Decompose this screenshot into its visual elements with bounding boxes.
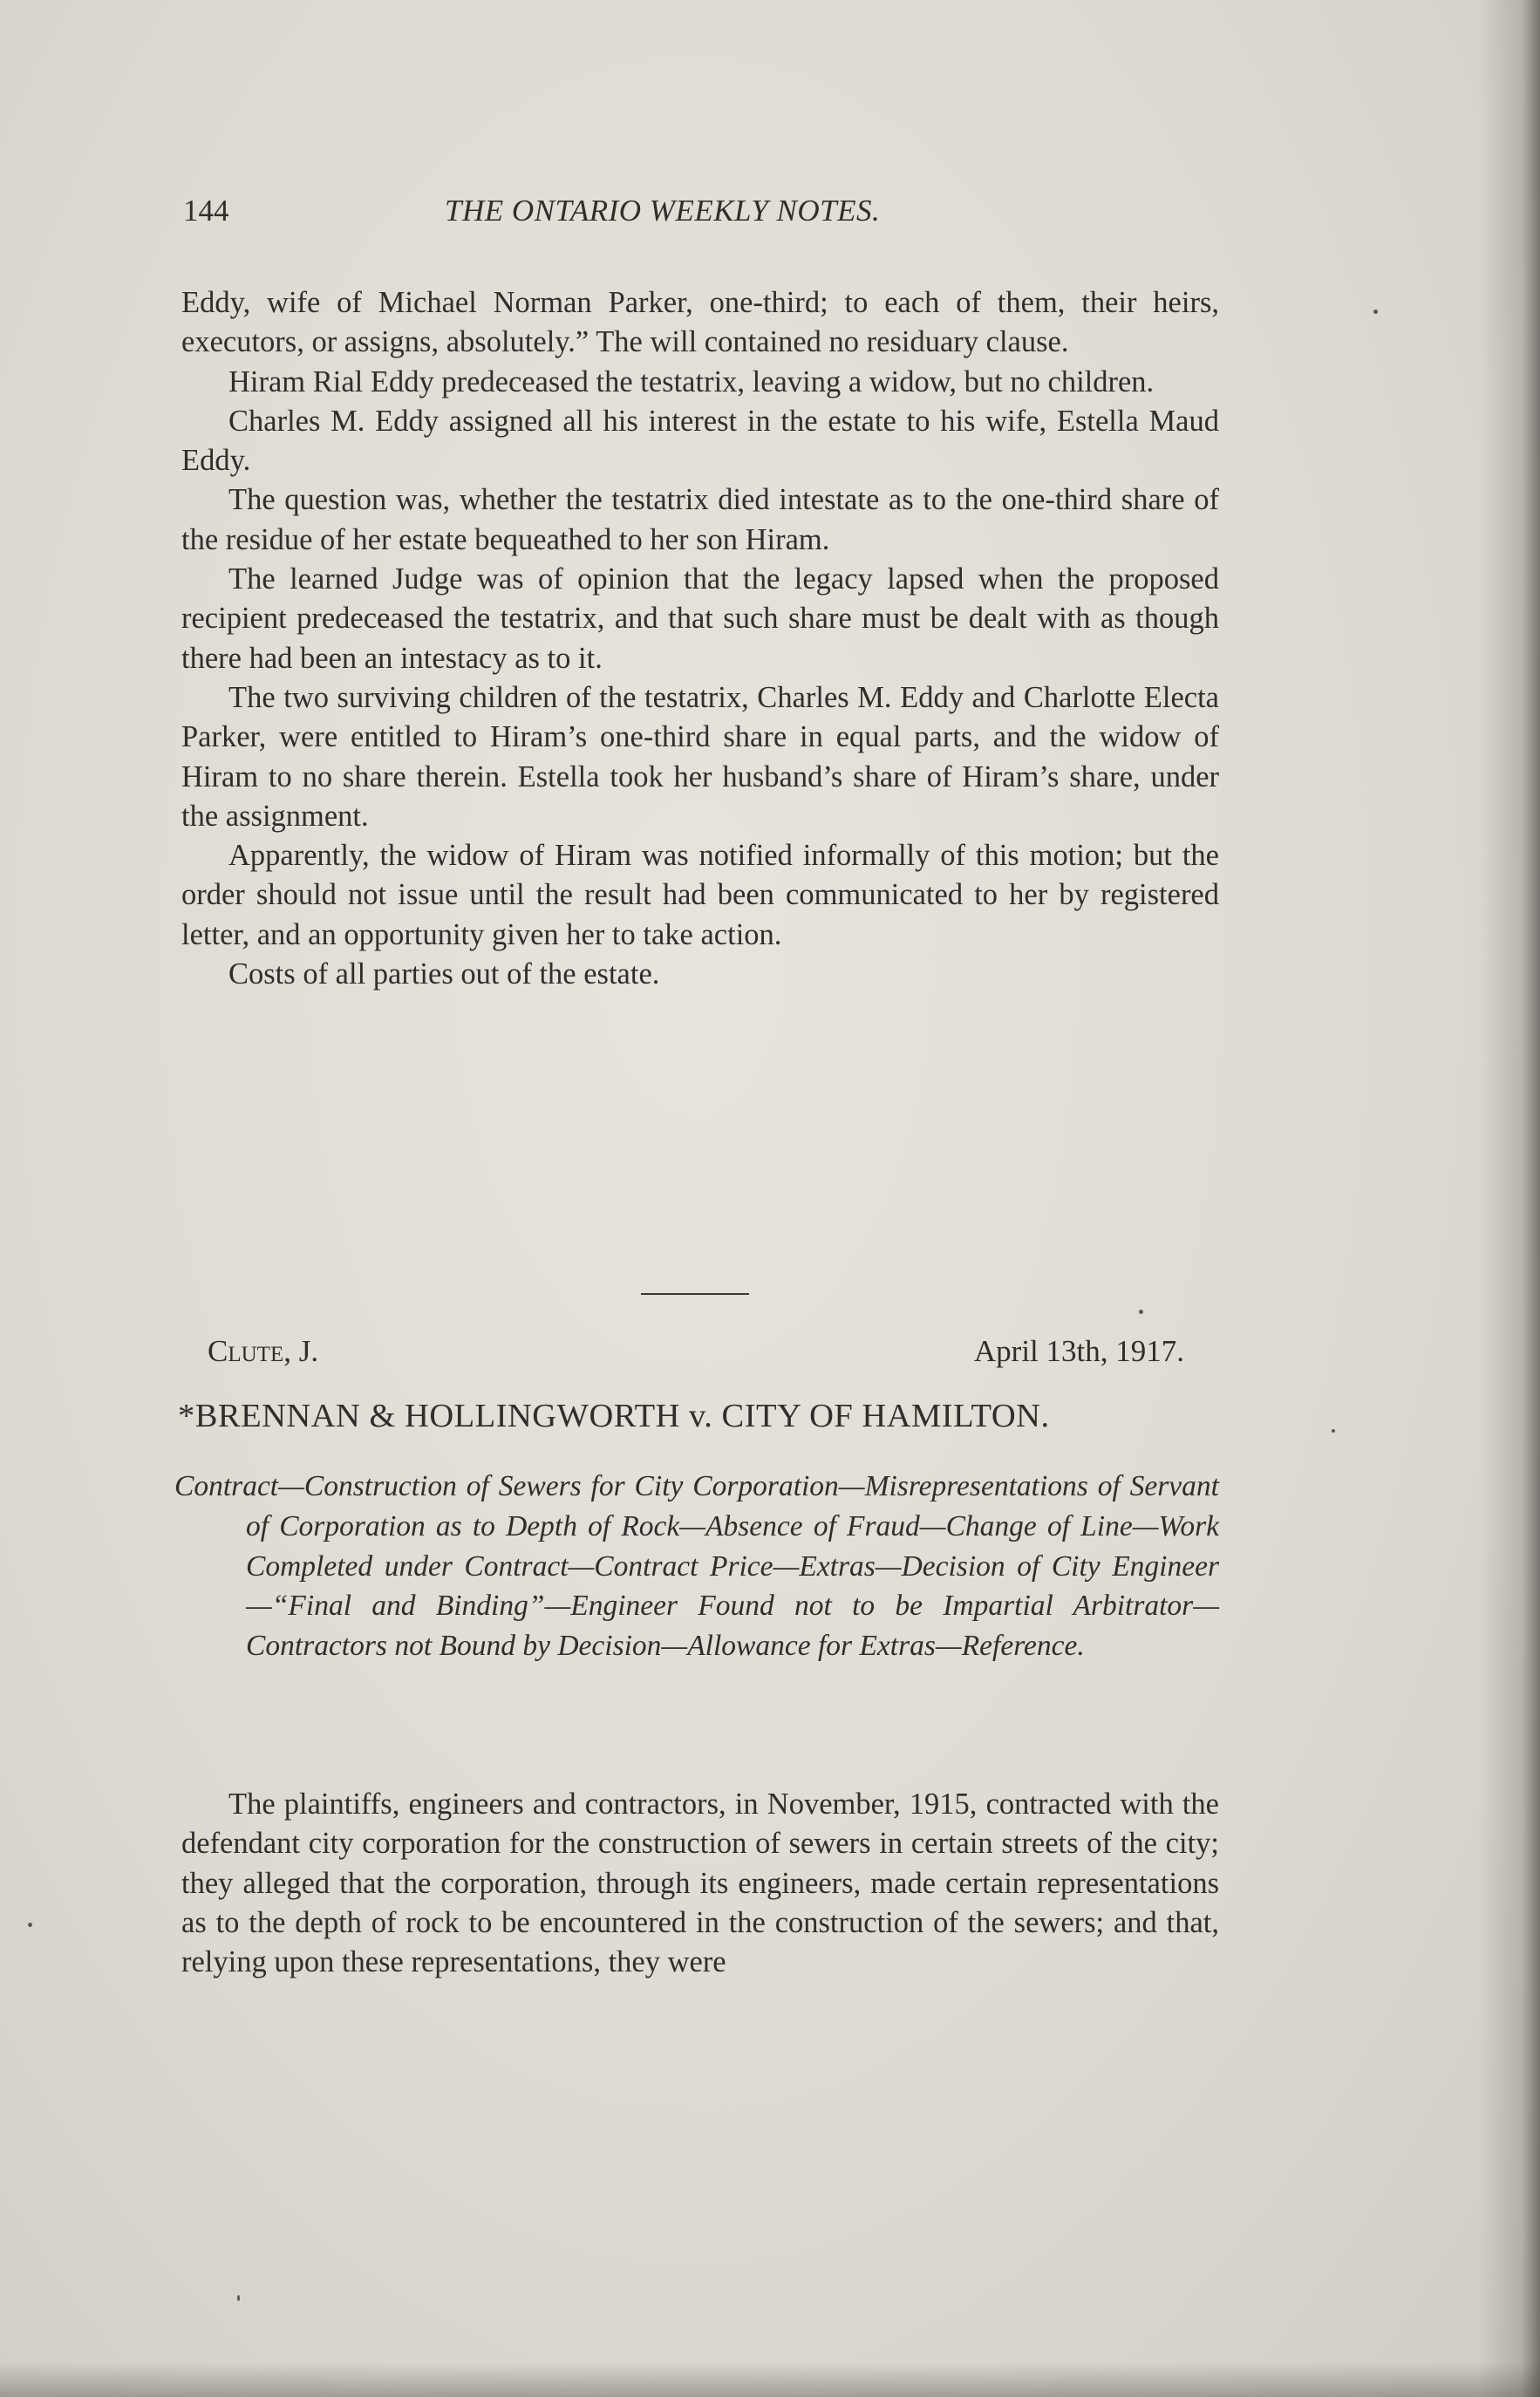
running-title: THE ONTARIO WEEKLY NOTES. — [445, 194, 881, 228]
headnote — [174, 1467, 1219, 1666]
text-block-bottom — [181, 1785, 1219, 1982]
paragraph: Apparently, the widow of Hiram was notified informally of this motion; but the order should not issue until the result had been communicated to her by registered letter, and an opportunity given her to take action. — [181, 839, 1219, 951]
paragraph: The learned Judge was of opinion that the legacy lapsed when the proposed recipient predeceased the testatrix, and that such share must be dealt with as though there had been an intestacy as to it. — [181, 562, 1219, 675]
page-edge-shadow — [1479, 0, 1540, 2397]
case-title: *BRENNAN & HOLLINGWORTH v. CITY OF HAMILTON. — [178, 1398, 1050, 1434]
judgment-date: April 13th, 1917. — [973, 1334, 1184, 1368]
page-bottom-shadow — [0, 2362, 1540, 2397]
paragraph: Costs of all parties out of the estate. — [228, 957, 660, 991]
judge-name: Clute, J. — [208, 1334, 319, 1368]
paper-speck — [1373, 310, 1378, 314]
page-number: 144 — [183, 194, 229, 228]
paper-speck — [1139, 1310, 1143, 1314]
paragraph: Hiram Rial Eddy predeceased the testatrix, leaving a widow, but no children. — [228, 364, 1155, 398]
paper-speck — [237, 2295, 240, 2301]
headnote-text: Contract—Construction of Sewers for City Corporation—Misrepresentations of Servant of Corporation as to Depth of Rock—Absence of Fraud—Change of Line—Work Completed under Contract—Contract Price—Extras—Decision of City Engineer —“Final and Binding”—Engineer Found not to be Impartial Arbitrator—Contractors not Bound by Decision—Allowance for Extras—Reference. — [174, 1470, 1219, 1663]
paper-speck — [28, 1923, 32, 1927]
paragraph: The question was, whether the testatrix died intestate as to the one-third share of the residue of her estate bequeathed to her son Hiram. — [181, 483, 1219, 556]
page-header — [183, 194, 1225, 232]
paragraph: Eddy, wife of Michael Norman Parker, one-third; to each of them, their heirs, executors, or assigns, absolutely.” The will contained no residuary clause. — [181, 286, 1219, 359]
paragraph: The two surviving children of the testatrix, Charles M. Eddy and Charlotte Electa Parker, were entitled to Hiram’s one-third share in equal parts, and the widow of Hiram to no share therein. Estella took her husband’s share of Hiram’s share, under the assignment. — [181, 680, 1219, 833]
section-divider — [641, 1293, 749, 1295]
paper-speck — [1332, 1429, 1335, 1433]
paragraph: Charles M. Eddy assigned all his interest in the estate to his wife, Estella Maud Eddy. — [181, 404, 1219, 478]
paragraph: The plaintiffs, engineers and contractors, in November, 1915, contracted with the defendant city corporation for the construction of sewers in certain streets of the city; they alleged that the corporation, through its engineers, made certain representations as to the depth of rock to be encountered in the construction of the sewers; and that, relying upon these representations, they were — [181, 1788, 1219, 1979]
text-block-top — [181, 283, 1219, 994]
